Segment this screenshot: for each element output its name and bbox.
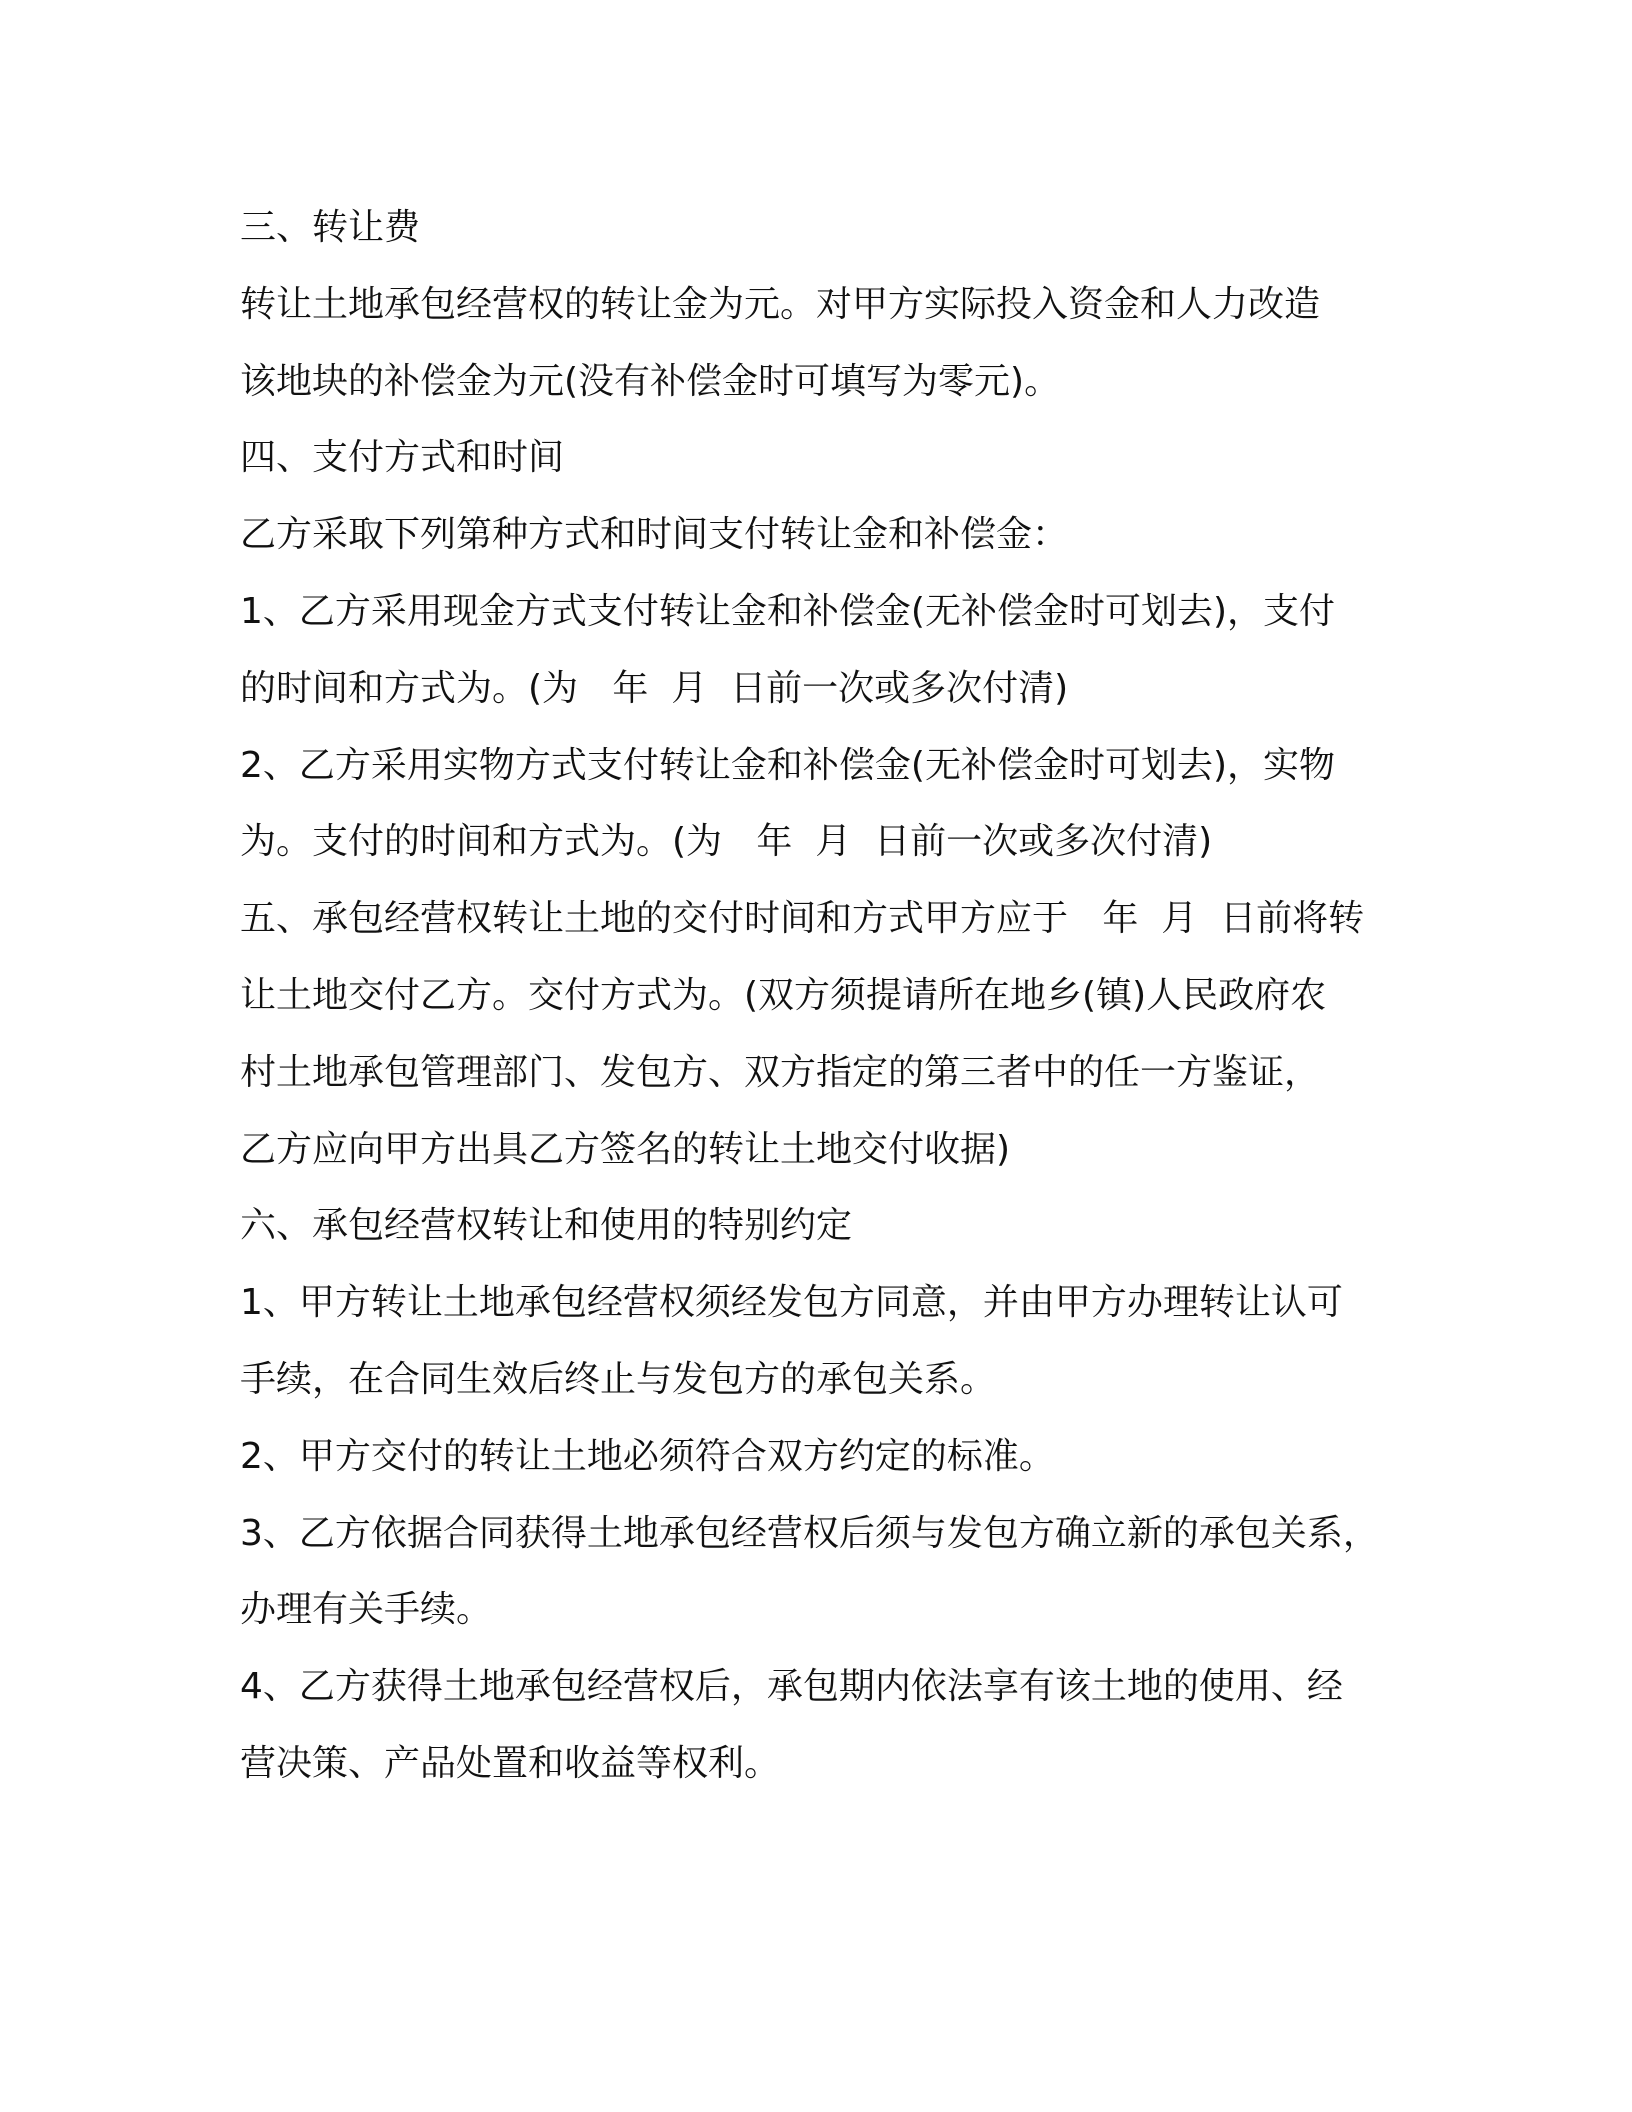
list-item-line: 1、乙方采用现金方式支付转让金和补偿金(无补偿金时可划去)，支付 (240, 590, 1335, 632)
list-item-line: 2、乙方采用实物方式支付转让金和补偿金(无补偿金时可划去)，实物 (240, 744, 1335, 786)
list-item-line: 手续，在合同生效后终止与发包方的承包关系。 (240, 1358, 997, 1400)
paragraph-line: 转让土地承包经营权的转让金为元。对甲方实际投入资金和人力改造 (240, 283, 1321, 325)
list-item-line: 办理有关手续。 (240, 1589, 493, 1631)
section-heading-payment: 四、支付方式和时间 (240, 437, 565, 479)
paragraph-line: 该地块的补偿金为元(没有补偿金时可填写为零元)。 (240, 360, 1061, 402)
section-heading-special-terms: 六、承包经营权转让和使用的特别约定 (240, 1205, 853, 1247)
list-item-line: 4、乙方获得土地承包经营权后，承包期内依法享有该土地的使用、经 (240, 1666, 1343, 1708)
list-item-line: 营决策、产品处置和收益等权利。 (240, 1742, 781, 1784)
list-item-line: 1、甲方转让土地承包经营权须经发包方同意，并由甲方办理转让认可 (240, 1282, 1343, 1324)
section-heading-delivery: 五、承包经营权转让土地的交付时间和方式甲方应于 年 月 日前将转 (240, 898, 1365, 940)
section-heading-transfer-fee: 三、转让费 (240, 207, 421, 248)
list-item-line: 的时间和方式为。(为 年 月 日前一次或多次付清) (240, 667, 1069, 709)
paragraph-line: 让土地交付乙方。交付方式为。(双方须提请所在地乡(镇)人民政府农 (240, 974, 1327, 1016)
paragraph-line: 乙方采取下列第种方式和时间支付转让金和补偿金： (240, 514, 1069, 556)
list-item-line: 2、甲方交付的转让土地必须符合双方约定的标准。 (240, 1435, 1055, 1477)
list-item-line: 为。支付的时间和方式为。(为 年 月 日前一次或多次付清) (240, 821, 1213, 863)
list-item-line: 3、乙方依据合同获得土地承包经营权后须与发包方确立新的承包关系， (240, 1512, 1379, 1554)
paragraph-line: 乙方应向甲方出具乙方签名的转让土地交付收据) (240, 1128, 1011, 1170)
paragraph-line: 村土地承包管理部门、发包方、双方指定的第三者中的任一方鉴证， (240, 1051, 1321, 1093)
document-body (240, 190, 1440, 1803)
